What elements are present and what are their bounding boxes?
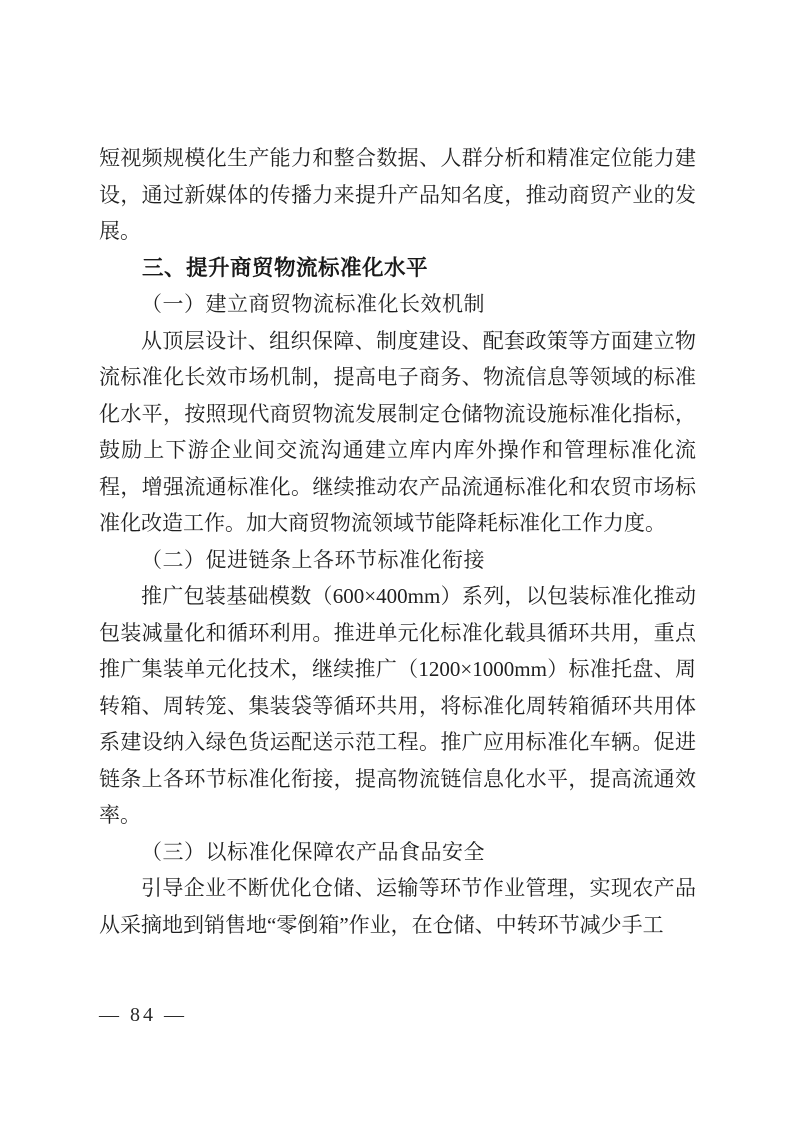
subsection-paragraph-3: 引导企业不断优化仓储、运输等环节作业管理，实现农产品从采摘地到销售地“零倒箱”作业，在仓储、中转环节减少手工 [99, 876, 696, 937]
subsection-paragraph-2: 推广包装基础模数（600×400mm）系列，以包装标准化推动包装减量化和循环利用。推进单元化标准化载具循环共用，重点推广集装单元化技术，继续推广（1200×1000mm）标准托盘、周转箱、周转笼、集装袋等循环共用，将标准化周转箱循环共用体系建设纳入绿色货运配送示范工程。推广应用标准化车辆。促进链条上各环节标准化衔接，提高物流链信息化水平，提高流通效率。 [99, 584, 696, 827]
subsection-title-2: （二）促进链条上各环节标准化衔接 [141, 547, 485, 572]
subsection-paragraph-1: 从顶层设计、组织保障、制度建设、配套政策等方面建立物流标准化长效市场机制，提高电子商务、物流信息等领域的标准化水平，按照现代商贸物流发展制定仓储物流设施标准化指标，鼓励上下游企业间交流沟通建立库内库外操作和管理标准化流程，增强流通标准化。继续推动农产品流通标准化和农贸市场标准化改造工作。加大商贸物流领域节能降耗标准化工作力度。 [99, 328, 696, 535]
subsection-title-3: （三）以标准化保障农产品食品安全 [141, 839, 485, 864]
document-body [99, 140, 696, 943]
page-number: — 84 — [99, 1004, 187, 1026]
section-heading: 三、提升商贸物流标准化水平 [142, 255, 429, 280]
subsection-title-1: （一）建立商贸物流标准化长效机制 [141, 292, 485, 316]
paragraph-intro: 短视频规模化生产能力和整合数据、人群分析和精准定位能力建设，通过新媒体的传播力来提升产品知名度，推动商贸产业的发展。 [99, 146, 696, 243]
